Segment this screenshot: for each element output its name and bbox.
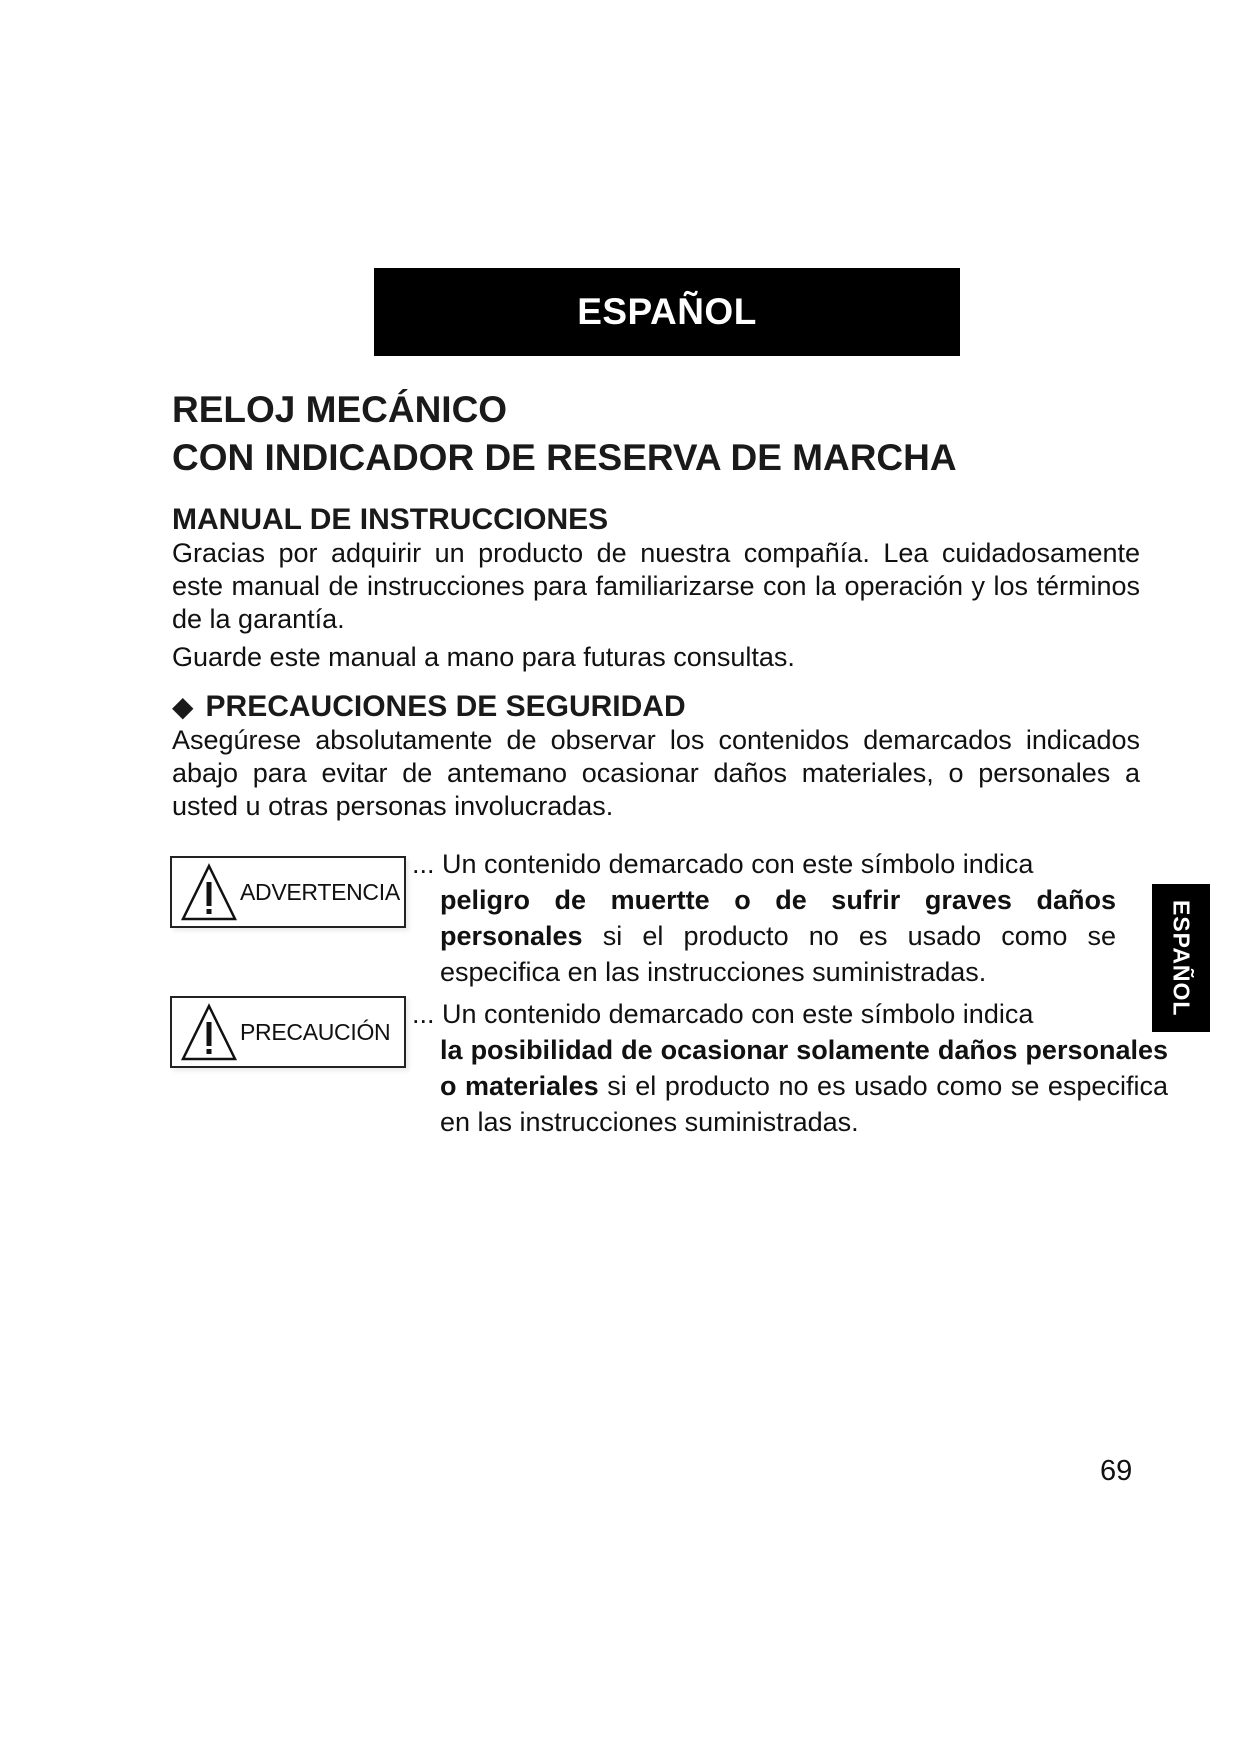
warning-triangle-icon [180, 862, 238, 922]
title-line-2: CON INDICADOR DE RESERVA DE MARCHA [172, 437, 957, 478]
manual-intro: Gracias por adquirir un producto de nuestra compañía. Lea cuidadosamente este manual de instrucciones para familiarizarse con la operación y los términos de la garantía. [172, 538, 1140, 634]
document-title [172, 386, 957, 482]
caution-symbol-label: PRECAUCIÓN [240, 1018, 391, 1045]
safety-heading [172, 690, 686, 724]
safety-intro: Asegúrese absolutamente de observar los contenidos demarcados indicados abajo para evitar de antemano ocasionar daños materiales, o personales a usted u otras personas involucradas. [172, 725, 1140, 821]
caution-description-rest: si el producto no es usado como se especifica en las instrucciones suministradas. [440, 1071, 1168, 1137]
caution-description-body [412, 1032, 1168, 1140]
caution-description-bold: la posibilidad de ocasionar solamente daños personales o materiales [440, 1035, 1168, 1101]
language-banner-label: ESPAÑOL [577, 291, 757, 332]
title-line-1: RELOJ MECÁNICO [172, 389, 508, 430]
language-banner [374, 268, 960, 356]
warning-description-body [412, 882, 1116, 990]
warning-description-lead: ... Un contenido demarcado con este símbolo indica [412, 849, 1034, 879]
warning-description-bold: peligro de muertte o de sufrir graves daños personales [440, 885, 1116, 951]
caution-description-lead: ... Un contenido demarcado con este símbolo indica [412, 999, 1034, 1029]
caution-description [412, 996, 1168, 1140]
diamond-icon: ◆ [172, 691, 194, 722]
manual-keep-note: Guarde este manual a mano para futuras consultas. [172, 642, 795, 672]
warning-symbol-label: ADVERTENCIA [240, 878, 400, 905]
safety-heading-text: PRECAUCIONES DE SEGURIDAD [205, 690, 686, 723]
warning-description [412, 846, 1116, 990]
caution-symbol-box [170, 996, 406, 1068]
warning-triangle-icon [180, 1002, 238, 1062]
warning-description-rest: si el producto no es usado como se especifica en las instrucciones suministradas. [440, 921, 1116, 987]
warning-symbol-box [170, 856, 406, 928]
language-side-tab-label: ESPAÑOL [1168, 899, 1195, 1017]
page-number: 69 [1100, 1455, 1133, 1487]
manual-heading: MANUAL DE INSTRUCCIONES [172, 503, 609, 536]
language-side-tab [1152, 884, 1210, 1032]
